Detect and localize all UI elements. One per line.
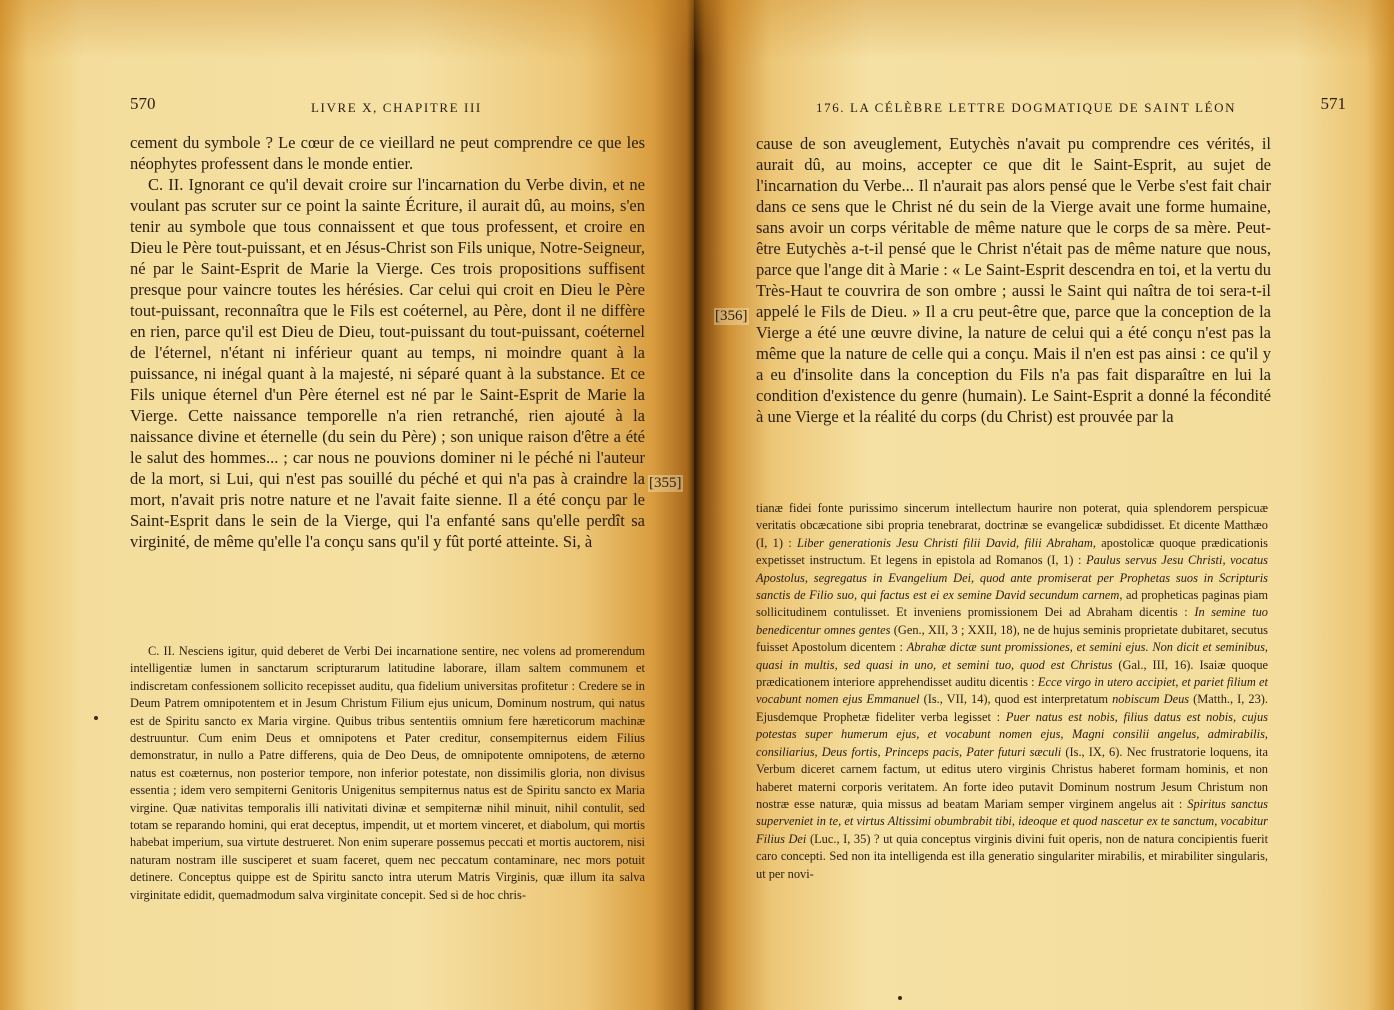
scripture-quote: nobiscum Deus: [1112, 692, 1190, 707]
right-paragraph: cause de son aveuglement, Eutychès n'avait pu comprendre ces vérités, il aurait dû, au moins, accepter ce que dit le Saint-Esprit, au sujet de l'incarnation du Verbe... Il n'aurait pas alors pensé que le Verbe s'est fait chair dans ce sens que le Christ né du sein de la Vierge avait une forme humaine, sans avoir un corps véritable de même nature que le corps de sa mère. Peut-être Eutychès a-t-il pensé que le Christ n'était pas de même nature que nous, parce que l'ange dit à Marie : « Le Saint-Esprit descendra en toi, et la vertu du Très-Haut te couvrira de son ombre ; aussi le Saint qui naîtra de toi sera-t-il appelé le Fils de Dieu. » Il a cru peut-être que, parce que la conception de la Vierge a été une œuvre divine, la nature de celui qui a été conçu n'est pas la même que la nature de celle qui a conçu. Mais il n'en est pas ainsi : ce qu'il y a eu d'insolite dans la conception du Fils n'a pas fait disparaître en lui la condition d'existence du genre (humain). Le Saint-Esprit a donné la fécondité à une Vierge et la réalité du corps (du Christ) est prouvée par la: [756, 134, 1271, 426]
note-segment: (Matth., I, 23). Ejusdemque Prophetæ fideliter verba legisset :: [756, 692, 1269, 724]
marginal-reference-356: [356]: [715, 308, 748, 324]
right-running-title: 176. LA CÉLÈBRE LETTRE DOGMATIQUE DE SAINT LÉON: [816, 100, 1237, 115]
ink-speck: [898, 996, 902, 1000]
scripture-quote: Abrahæ dictæ sunt promissiones, et semini ejus. Non dicit et seminibus, quasi in multis, sed quasi in uno, et semini tuo, quod est Christus: [756, 640, 1268, 672]
left-main-text: [130, 132, 645, 552]
left-page: [0, 0, 694, 1010]
right-running-header: [816, 96, 1356, 120]
marginal-reference-355: [355]: [649, 475, 682, 491]
section-label: C. II.: [148, 175, 184, 194]
left-paragraph-2-text: Ignorant ce qu'il devait croire sur l'incarnation du Verbe divin, et ne voulant pas scruter sur ce point la sainte Écriture, il aurait dû, au moins, s'en tenir au symbole que tous connaissent et que tous professent, et croire en Dieu le Père tout-puissant, et en Jésus-Christ son Fils unique, Notre-Seigneur, né par le Saint-Esprit de Marie la Vierge. Ces trois propositions suffisent presque pour vaincre toutes les hérésies. Car celui qui croit en Dieu le Père tout-puissant, reconnaîtra que le Fils est coéternel, au Père, dont il ne diffère en rien, parce qu'il est Dieu de Dieu, tout-puissant du tout-puissant, coéternel de l'éternel, n'étant ni inférieur quant au temps, ni moindre quant à la puissance, ni inégal quant à la majesté, ni séparé quant à la substance. Et ce Fils unique éternel d'un Père éternel est né par le Saint-Esprit de Marie la Vierge. Cette naissance temporelle n'a rien retranché, rien ajouté à la naissance divine et éternelle (du sein du Père) ; son unique raison d'être a été le salut des hommes... ; car nous ne pouvions dominer ni le péché ni l'auteur de la mort, si Lui, qui n'est pas souillé du péché et qui n'a pas à craindre la mort, n'avait pris notre nature et ne l'avait faite sienne. Il a été conçu par le Saint-Esprit dans le sein de la Vierge, qui l'a enfanté sans qu'elle perdît sa virginité, de même qu'elle l'a conçu sans qu'il y fût porté atteinte. Si, à: [130, 175, 645, 551]
note-segment: (Is., VII, 14), quod est interpretatum: [919, 692, 1113, 707]
scripture-quote: In semine tuo benedicentur omnes gentes: [756, 605, 1268, 637]
left-paragraph-1: cement du symbole ? Le cœur de ce vieillard ne peut comprendre ce que les néophytes professent dans le monde entier.: [130, 133, 645, 173]
scripture-quote: Puer natus est nobis, filius datus est nobis, cujus potestas super humerum ejus, et vocabunt nomen ejus, Magni consilii angelus, admirabilis, consiliarius, Deus fortis, Princeps pacis, Pater futuri sæculi: [756, 709, 1268, 759]
note-segment: (Luc., I, 35) ? ut quia conceptus virginis divini fuit operis, non de natura concipientis fuerit caro concepti. Sed non ita intelligenda est illa generatio singulariter mirabilis, et mirabiliter singularis, ut per novi-: [756, 831, 1269, 881]
note-segment: (Gen., XII, 3 ; XXII, 18), ne de hujus seminis proprietate dubitaret, secutus fuisset Apostolum dicentem :: [756, 622, 1268, 655]
note-segment: (Is., IX, 6). Nec frustratorie loquens, ita Verbum diceret carnem factum, ut editus utero virginis Christus haberet formam hominis, et non haberet materni corporis veritatem. An forte ideo putavit Dominum nostrum Jesum Christum non nostræ esse naturæ, quia missus ad beatam Mariam semper virginem angelus ait :: [756, 744, 1268, 811]
scripture-quote: Ecce virgo in utero accipiet, et pariet filium et vocabunt nomen ejus Emmanuel: [756, 675, 1268, 707]
ink-speck: [94, 716, 98, 720]
right-latin-notes: [756, 500, 1268, 883]
note-section-label: C. II.: [148, 644, 175, 658]
left-note-paragraph: [130, 643, 645, 904]
left-latin-notes: [130, 643, 645, 904]
right-note-paragraph: [756, 500, 1268, 883]
right-main-text: [756, 133, 1271, 427]
note-segment: tianæ fidei fonte purissimo sincerum intellectum haurire non poterat, quia splendorem perspicuæ veritatis obcæcatione sibi propria tenebrarat, doctrinæ se evangelicæ subdidisset. Et dicente Matthæo (I, 1) :: [756, 501, 1268, 550]
scripture-quote: Spiritus sanctus superveniet in te, et virtus Altissimi obumbrabit tibi, ideoque et quod nascetur ex te sanctum, vocabitur Filius Dei: [756, 796, 1268, 846]
right-page-number: 571: [1320, 94, 1346, 113]
left-running-title: LIVRE X, CHAPITRE III: [311, 100, 482, 115]
left-page-number: 570: [130, 94, 156, 113]
note-segment: , ad propheticas paginas piam sollicitudinem contulisset. Et inveniens promissionem Dei ad Abraham dicentis :: [756, 588, 1268, 620]
scripture-quote: Liber generationis Jesu Christi filii David, filii Abraham: [796, 535, 1093, 550]
note-segment: , apostolicæ quoque prædicationis expetisset instructum. Et legens in epistola ad Romanos (I, 1) :: [756, 535, 1268, 568]
left-running-header: [130, 96, 645, 120]
left-paragraph-2: [130, 174, 645, 552]
left-note-text: Nesciens igitur, quid deberet de Verbi Dei incarnatione sentire, nec volens ad promerendum intelligentiæ lumen in sanctarum scripturarum latitudine laborare, illam saltem communem et indiscretam confessionem sollicito recepisset auditu, qua fidelium universitas profitetur : Credere se in Deum Patrem omnipotentem et in Jesum Christum Filium ejus unicum, Dominum nostrum, qui natus est de Spiritu sancto ex Maria virgine. Quibus tribus sententiis omnium fere hæreticorum machinæ destruuntur. Cum enim Deus et omnipotens et Pater creditur, consempiternus eidem Filius demonstratur, in nullo a Patre differens, quia de Deo Deus, de omnipotente omnipotens, de æterno natus est coæternus, non posterior tempore, non inferior potestate, non dissimilis gloria, non divisus essentia ; idem vero sempiterni Genitoris Unigenitus sempiternus natus est de Spiritu sancto ex Maria virgine. Quæ nativitas temporalis illi nativitati divinæ et sempiternæ nihil minuit, nihil contulit, sed totam se reparando homini, qui erat deceptus, impendit, ut et mortem vinceret, et diabolum, qui mortis habebat imperium, sua virtute destrueret. Non enim superare possemus peccati et mortis auctorem, nisi naturam nostram ille susciperet et suam faceret, quem nec peccatum contaminare, nec mors potuit detinere. Conceptus quippe est de Spiritu sancto intra uterum Matris Virginis, quæ illum ita salva virginitate edidit, quemadmodum salva virginitate concepit. Sed si de hoc chris-: [130, 644, 645, 902]
note-segment: (Gal., III, 16). Isaiæ quoque prædicationem interiore apprehendisset auditu dicentis :: [756, 657, 1269, 690]
right-page: [694, 0, 1394, 1010]
scripture-quote: Paulus servus Jesu Christi, vocatus Apostolus, segregatus in Evangelium Dei, quod ante promiserat per Prophetas suos in Scripturis sanctis de Filio suo, qui factus est ei ex semine David secundum carnem: [756, 553, 1268, 603]
